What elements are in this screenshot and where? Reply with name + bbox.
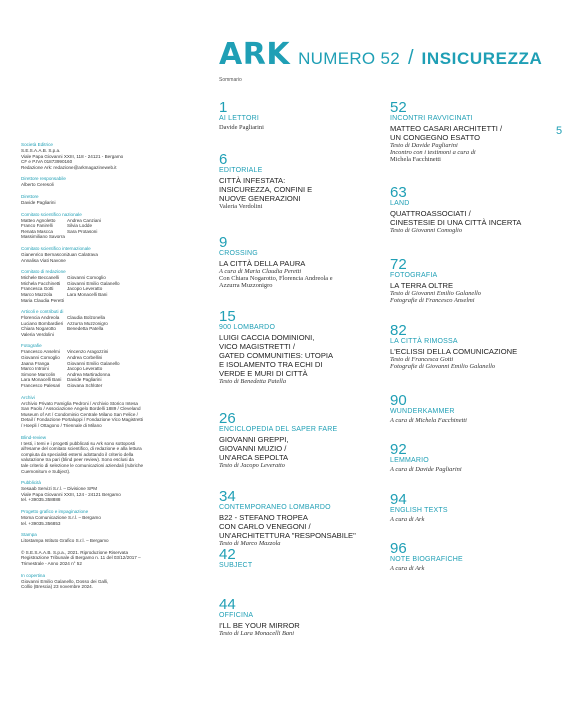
masthead-name-grid [21, 349, 191, 388]
toc-credit: Testo di Marco Mazzola [219, 539, 281, 547]
masthead-block [21, 142, 191, 170]
masthead-name: Giovana Schlüter [67, 383, 103, 389]
masthead-line: Collio (Brescia) 23 novembre 2024. [21, 584, 94, 590]
masthead-name: Gianenrico Bernasconi [21, 251, 68, 257]
toc-article-title: L'ECLISSI DELLA COMUNICAZIONE [390, 346, 518, 356]
toc-article-title: B22 - STEFANO TROPEA [219, 512, 308, 522]
toc-credit: Davide Pagliarini [219, 123, 264, 131]
toc-entry [219, 411, 384, 469]
toc-entry [219, 100, 384, 131]
toc-page-number: 72 [390, 256, 407, 273]
ark-logo: ARK [219, 37, 291, 72]
masthead-name: Andrea Martiradonna [67, 371, 111, 377]
toc-section-name: LEMMARIO [390, 457, 429, 464]
toc-article-title: UN CONGEGNO ESATTO [390, 132, 481, 142]
toc-section-name: SUBJECT [219, 562, 253, 569]
toc-credit: Testo di Giovanni Emilio Galanello [390, 289, 482, 297]
toc-section-name: INCONTRI RAVVICINATI [390, 115, 473, 122]
toc-credit: A cura di Ark [390, 515, 425, 523]
masthead-name: Jacopo Leveratto [67, 286, 103, 292]
masthead-name: Lara Monacelli Bani [67, 291, 108, 297]
masthead-title: In copertina [21, 572, 46, 578]
masthead-line: / Hoepli / Ottagono / Triennale di Milano [21, 423, 102, 428]
masthead-block [21, 269, 191, 303]
page-number: 5 [556, 125, 563, 137]
masthead-name: Maria Claudia Peretti [21, 297, 64, 303]
toc-credit: Incontro con i testimoni a cura di [390, 148, 476, 156]
toc-entry [390, 541, 555, 572]
masthead-name: Jacopo Leveratto [67, 366, 103, 372]
masthead-name-grid [21, 218, 191, 240]
masthead-line: Cuemonitum e Subject). [21, 468, 71, 474]
toc-page-number: 96 [390, 540, 407, 557]
toc-article-title: VICO MAGISTRETTI / [219, 341, 295, 351]
masthead-name [67, 234, 127, 240]
toc-section-name: ENCICLOPEDIA DEL SAPER FARE [219, 426, 338, 433]
masthead-name: Annalisa Viati Navone [21, 257, 66, 263]
masthead-line: I testi, i temi e i progetti pubblicati su Ark sono sottoposti [21, 440, 136, 446]
masthead-title: Direttore responsabile [21, 176, 66, 182]
toc-credit: Fotografie di Francesco Anselmi [390, 296, 475, 304]
masthead-name: Michele Beccanelli [21, 275, 60, 281]
toc-entry [390, 442, 555, 473]
masthead-block [21, 573, 191, 590]
toc-section-name: CROSSING [219, 250, 258, 257]
toc-credit: Azzurra Muzzonigro [219, 282, 273, 290]
masthead-name: Chiara Nogarotto [21, 326, 56, 332]
toc-section-name: FOTOGRAFIA [390, 272, 438, 279]
masthead-name: Marco Introini [21, 366, 49, 372]
masthead-name: Francesco Anselmi [21, 349, 60, 355]
masthead-line: all'esame del comitato scientifico, di redazione e alla lettura [21, 446, 142, 452]
masthead-block [21, 309, 191, 337]
masthead-line: tel. +39035.356853 [21, 520, 61, 526]
toc-article-title: MATTEO CASARI ARCHITETTI / [390, 123, 503, 133]
masthead-line: compiuta da specialisti esterni adottando il criterio della [21, 451, 134, 457]
masthead-line: Litostampa Istituto Grafico S.r.l. – Bergamo [21, 538, 109, 544]
toc-credit: Testo di Jacopo Leveratto [219, 461, 285, 469]
masthead-name: Marco Mazzola [21, 291, 53, 297]
masthead-block [21, 550, 191, 567]
masthead-name: Giovanni Emilio Galanello [67, 360, 120, 366]
masthead-name: Giovanni Comoglio [21, 355, 60, 361]
masthead-title: Comitato scientifico nazionale [21, 211, 82, 217]
masthead-block [21, 480, 191, 503]
masthead-title: Progetto grafico e impaginazione [21, 508, 89, 514]
masthead-name: Andrea Corbellini [67, 355, 103, 361]
toc-page-number: 42 [219, 546, 236, 563]
masthead-name: Francesca Gotti [21, 286, 54, 292]
masthead-line: Archivio Privato Famiglia Pedroni / Archivio Storico Intesa [21, 400, 138, 406]
masthead-block [21, 176, 191, 188]
masthead-name: Sara Protasoni [67, 228, 98, 234]
masthead-line: S.E.S.A.A.B. S.p.a. [21, 148, 61, 153]
toc-entry [219, 489, 384, 547]
toc-article-title: CITTÀ INFESTATA: [219, 175, 286, 185]
masthead-line: Trimestrale - Anno 2024 n° 52 [21, 560, 82, 566]
masthead-title: Pubblicità [21, 480, 41, 486]
toc-credit: Con Chiara Nogarotto, Florencia Andreola e [219, 274, 333, 282]
masthead-line: Registrazione Tribunale di Bergamo n. 11 del 03/12/2017 – [21, 555, 141, 561]
masthead-block [21, 435, 191, 475]
toc-credit: Testo di Giovanni Comoglio [390, 226, 463, 234]
toc-page-number: 90 [390, 392, 407, 409]
toc-page-number: 92 [390, 441, 407, 458]
masthead-title: Stampa [21, 532, 37, 538]
masthead-line: tale criterio di selezione le comunicazioni aziendali (rubriche [21, 462, 144, 468]
masthead-title: Società Editrice [21, 142, 53, 147]
masthead-block [21, 532, 191, 544]
masthead-name [67, 332, 127, 338]
toc-credit: Michela Facchinetti [390, 156, 441, 164]
toc-article-title: CINESTESIE DI UNA CITTÀ INCERTA [390, 217, 522, 227]
masthead-line: Moma Comunicazione S.r.l. – Bergamo [21, 514, 101, 520]
masthead-name: Giovanni Emilio Galanello [67, 280, 120, 286]
masthead-line: Redazione Ark: redazione@arkmagazineweb.it [21, 164, 117, 170]
masthead-name: Luciano Bombardieri [21, 320, 64, 326]
masthead-name: Jaana Franga [21, 360, 50, 366]
masthead-name: Lara Monacelli Bani [21, 377, 62, 383]
toc-article-title: VERDE E MURI DI CITTÀ [219, 368, 308, 378]
toc-article-title: CON CARLO VENEGONI / [219, 521, 311, 531]
toc-page-number: 82 [390, 322, 407, 339]
masthead-block [21, 194, 191, 206]
masthead-name: Silvia Lodde [67, 223, 93, 229]
masthead-line: CF e P.IVA 01873990160 [21, 159, 73, 165]
toc-entry [219, 235, 384, 290]
masthead-name: Simone Marcolin [21, 371, 56, 377]
masthead-name: Davide Pagliarini [67, 377, 102, 383]
masthead-name [67, 258, 127, 264]
toc-entry [390, 185, 555, 234]
toc-section-name: OFFICINA [219, 612, 254, 619]
masthead-line: Viale Papa Giovanni XXIII, 124 - 24121 Bergamo [21, 491, 121, 497]
toc-section-name: CONTEMPORANEO LOMBARDO [219, 504, 331, 511]
toc-article-title: I'LL BE YOUR MIRROR [219, 620, 300, 630]
toc-entry [390, 100, 555, 164]
toc-article-title: NUOVE GENERAZIONI [219, 193, 301, 203]
toc-entry [390, 323, 555, 370]
masthead-line: valutazione tra pari (blind peer review). Sono esclusi da [21, 457, 134, 463]
toc-page-number: 9 [219, 234, 228, 251]
masthead-title: Direttore [21, 193, 39, 199]
masthead-line: © S.E.S.A.A.B. S.p.a., 2021. Riproduzione Riservata [21, 549, 129, 555]
toc-entry [219, 152, 384, 210]
masthead-name: Benedetta Patella [67, 326, 104, 332]
toc-article-title: GATED COMMUNITIES: UTOPIA [219, 350, 334, 360]
masthead-name [67, 298, 127, 304]
toc-page-number: 52 [390, 99, 407, 116]
toc-entry [390, 257, 555, 304]
masthead-name: Massimiliano Savorra [21, 234, 65, 240]
toc-article-title: E ISOLAMENTO TRA ECHI DI [219, 359, 323, 369]
masthead-name-grid [21, 275, 191, 303]
toc-section-name: LAND [390, 200, 410, 207]
masthead-credits [21, 142, 191, 596]
masthead-name: Franco Fanirelli [21, 223, 53, 229]
toc-section-name: NOTE BIOGRAFICHE [390, 556, 463, 563]
issue-number: NUMERO 52 [298, 49, 400, 68]
masthead-name: Claudia Bolzonella [67, 315, 106, 321]
toc-entry [219, 597, 384, 637]
masthead-line: Davide Pagliarini [21, 199, 56, 205]
toc-credit: A cura di Michela Facchinetti [390, 416, 467, 424]
masthead-name: Giovanni Comoglio [67, 275, 106, 281]
toc-credit: Testo di Francesca Gotti [390, 355, 454, 363]
toc-article-title: UN'ARCA SEPOLTA [219, 452, 289, 462]
masthead-line: Detail / Fondazione Portaluppi / Fondazione Vico Magistretti [21, 417, 143, 423]
masthead-line: Giovanni Emilio Galanello, Dosso dei Galli, [21, 578, 109, 584]
masthead-line: Museum of Art / Condominio Centrale Milano San Felice / [21, 411, 138, 417]
masthead-block [21, 509, 191, 526]
toc-article-title: GIOVANNI GREPPI, [219, 434, 289, 444]
toc-credit: Valeria Verdolini [219, 202, 263, 210]
masthead-title: Fotografie [21, 343, 42, 349]
toc-credit: A cura di Ark [390, 564, 425, 572]
masthead-block [21, 212, 191, 240]
toc-entry [390, 393, 555, 424]
sommario-label: Sommario [219, 77, 242, 83]
toc-section-name: LA CITTÀ RIMOSSA [390, 338, 458, 345]
masthead-line: Sesaab Servizi S.r.l. – Divisione SPM [21, 486, 98, 492]
toc-section-name: 900 LOMBARDO [219, 324, 276, 331]
masthead-name: Valeria Verdolini [21, 331, 54, 337]
masthead-name: Azzurra Muzzonigro [67, 320, 108, 326]
masthead-name-grid [21, 252, 191, 263]
masthead-line: Viale Papa Giovanni XXIII, 118 - 24121 - Bergamo [21, 153, 124, 159]
masthead-block [21, 343, 191, 388]
toc-page-number: 26 [219, 410, 236, 427]
toc-credit: Testo di Davide Pagliarini [390, 141, 458, 149]
masthead-block [21, 395, 191, 429]
toc-credit: A cura di Davide Pagliarini [390, 465, 462, 473]
masthead-name: Renata Mascca [21, 228, 53, 234]
masthead-name: Matteo Agnoletto [21, 217, 56, 223]
toc-article-title: INSICUREZZA, CONFINI E [219, 184, 313, 194]
toc-page-number: 63 [390, 184, 407, 201]
toc-section-name: ENGLISH TEXTS [390, 507, 448, 514]
masthead-name: Vincenzo Aragozzini [67, 349, 109, 355]
toc-credit: A cura di Maria Claudia Peretti [219, 267, 302, 275]
toc-article-title: LA CITTÀ DELLA PAURA [219, 258, 306, 268]
toc-article-title: QUATTROASSOCIATI / [390, 208, 471, 218]
masthead-title: Blind-review [21, 434, 47, 440]
masthead-title: Comitato scientifico internazionale [21, 245, 91, 251]
masthead-name: Michela Facchinetti [21, 280, 61, 286]
masthead-name: Francesco Palesari [21, 383, 61, 389]
toc-credit: Testo di Benedetta Patella [219, 377, 287, 385]
header-separator: / [407, 47, 414, 69]
masthead-title: Articoli e contributi di [21, 309, 64, 315]
toc-credit: Testo di Lara Monacelli Bani [219, 629, 295, 637]
masthead-name: Florencia Andreola [21, 315, 60, 321]
toc-entry [390, 492, 555, 523]
toc-page-number: 44 [219, 596, 236, 613]
toc-credit: Fotografie di Giovanni Emilio Galanello [390, 362, 496, 370]
toc-page-number: 94 [390, 491, 407, 508]
masthead-title: Comitato di redazione [21, 269, 66, 275]
toc-section-name: EDITORIALE [219, 167, 263, 174]
toc-article-title: LA TERRA OLTRE [390, 280, 454, 290]
toc-page-number: 1 [219, 99, 228, 116]
masthead-name: Andrea Canziani [67, 217, 101, 223]
toc-page-number: 15 [219, 308, 236, 325]
toc-section-name: WUNDERKAMMER [390, 408, 455, 415]
toc-entry [219, 547, 384, 571]
toc-article-title: LUIGI CACCIA DOMINIONI, [219, 332, 315, 342]
masthead-title: Archivi [21, 394, 35, 400]
masthead-line: Alberto Ceresoli [21, 182, 54, 188]
masthead-block [21, 246, 191, 263]
toc-article-title: UN'ARCHITETTURA "RESPONSABILE" [219, 530, 356, 540]
toc-entry [219, 309, 384, 385]
toc-article-title: GIOVANNI MUZIO / [219, 443, 287, 453]
masthead-name: Juan Calatrava [67, 251, 98, 257]
magazine-header [219, 37, 543, 72]
toc-page-number: 6 [219, 151, 228, 168]
toc-section-name: AI LETTORI [219, 115, 259, 122]
masthead-name-grid [21, 315, 191, 337]
masthead-line: tel. +39035.358888 [21, 497, 61, 503]
masthead-line: San Paolo / Associazione Angelo Bordelli 1889 / Cleveland [21, 406, 141, 412]
toc-page-number: 34 [219, 488, 236, 505]
issue-theme: INSICUREZZA [421, 49, 543, 68]
